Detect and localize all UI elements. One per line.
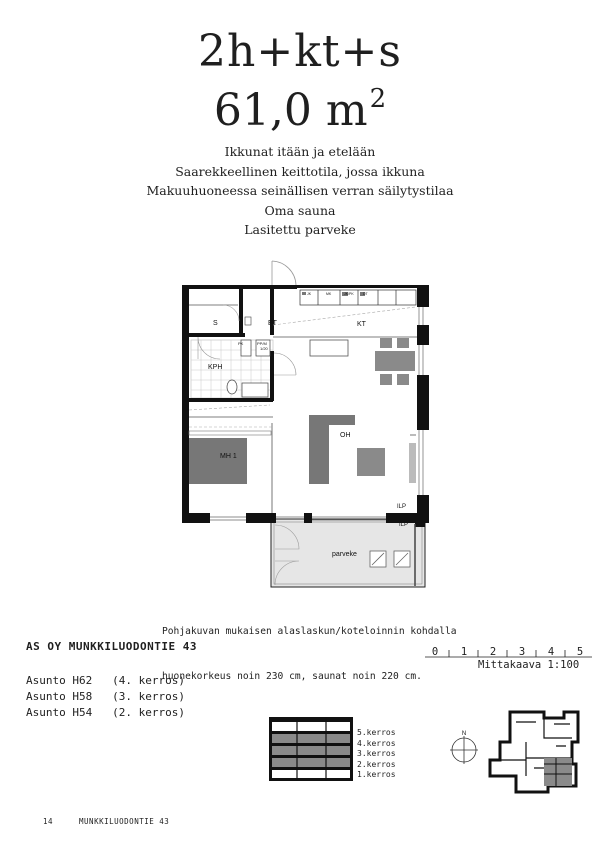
floor-label: 3.kerros: [357, 749, 396, 759]
site-plan-icon: [486, 708, 582, 794]
unit-item: [26, 689, 185, 705]
label-pk: PK: [238, 341, 244, 346]
kitchen-cabinets: [300, 290, 416, 305]
unit-label: Asunto H54: [26, 706, 93, 719]
kitchen-island: [310, 340, 348, 356]
unit-item: [26, 673, 185, 689]
feature-item: Makuuhuoneessa seinällisen verran säilytystilaa: [146, 183, 454, 198]
floor-4-block: [272, 734, 350, 743]
ceiling-height-note: [162, 594, 457, 699]
label-cabinet-2: MK: [326, 292, 332, 296]
exterior-walls: [182, 285, 429, 527]
unit-floor: (2. kerros): [112, 706, 185, 719]
site-plan-highlight: [544, 758, 572, 786]
north-compass-icon: [449, 730, 481, 764]
unit-floor: (4. kerros): [112, 674, 185, 687]
publication-title: MUNKKILUODONTIE 43: [79, 817, 170, 826]
dining-table: [375, 338, 415, 385]
scale-tick-label: 3: [518, 646, 526, 658]
feature-item: Saarekkeellinen keittotila, jossa ikkuna: [175, 163, 425, 179]
note-line: Pohjakuvan mukaisen alaslaskun/koteloinnin kohdalla: [162, 626, 457, 637]
room-label-bathroom: KPH: [208, 364, 223, 371]
floor-label: 1.kerros: [357, 770, 396, 780]
label-cabinet-3: JK/PK: [344, 292, 354, 296]
media-unit: [409, 443, 416, 483]
unit-label: Asunto H58: [26, 690, 93, 703]
unit-item: [26, 705, 185, 721]
building-name: AS OY MUNKKILUODONTIE 43: [26, 640, 197, 653]
feature-item: Lasitettu parveke: [244, 222, 356, 237]
entrance-door-swing: [272, 261, 296, 286]
label-ppm: PP/M: [257, 341, 267, 346]
bed: [189, 438, 247, 484]
room-label-bedroom: MH 1: [220, 453, 237, 460]
floor-5-block: [272, 722, 350, 731]
room-label-sauna: S: [213, 320, 218, 327]
page-footer: [43, 817, 195, 826]
page-number: 14: [43, 817, 54, 826]
scale-tick-label: 4: [547, 646, 555, 658]
label-cabinet-4: DT: [363, 292, 368, 296]
sofa: [309, 415, 355, 484]
floor-1-block: [272, 770, 350, 778]
area-value: 61,0 m: [213, 85, 368, 136]
label-ppm2: 1/20: [260, 346, 268, 351]
room-label-entrance: ET: [268, 320, 277, 327]
unit-label: Asunto H62: [26, 674, 93, 687]
room-label-living: OH: [340, 432, 351, 439]
apartment-area-title: [0, 84, 600, 136]
room-label-kitchen: KT: [357, 321, 366, 328]
room-label-balcony: parveke: [332, 551, 357, 558]
unit-list: [26, 673, 185, 721]
feature-item: Ikkunat itään ja etelään: [224, 144, 376, 159]
coffee-table: [357, 448, 385, 476]
area-exponent: 2: [369, 84, 387, 114]
unit-floor: (3. kerros): [112, 690, 185, 703]
floor-labels: [357, 728, 396, 781]
scale-bar: [425, 645, 595, 659]
scale-tick-label: 5: [576, 646, 584, 658]
floor-3-block: [272, 746, 350, 755]
scale-tick-label: 2: [489, 646, 497, 658]
label-ilp-balcony: ILP: [399, 522, 409, 528]
apartment-type-title: 2h+kt+s: [198, 26, 402, 77]
north-label: N: [461, 731, 467, 737]
scale-tick-label: 0: [431, 646, 439, 658]
scale-label: Mittakaava 1:100: [478, 659, 580, 671]
floor-plan: [160, 255, 450, 591]
feature-list: [0, 142, 600, 240]
label-cabinet-1: JK: [307, 292, 312, 296]
label-ilp-inside: ILP: [397, 504, 407, 510]
floor-label: 5.kerros: [357, 728, 396, 737]
scale-tick-label: 1: [460, 646, 468, 658]
floor-stack-diagram: [269, 717, 353, 781]
floor-label: 2.kerros: [357, 759, 396, 769]
floor-2-block: [272, 758, 350, 767]
floor-label: 4.kerros: [357, 738, 396, 748]
feature-item: Oma sauna: [264, 202, 336, 218]
note-line: huonekorkeus noin 230 cm, saunat noin 220 cm.: [162, 671, 422, 682]
